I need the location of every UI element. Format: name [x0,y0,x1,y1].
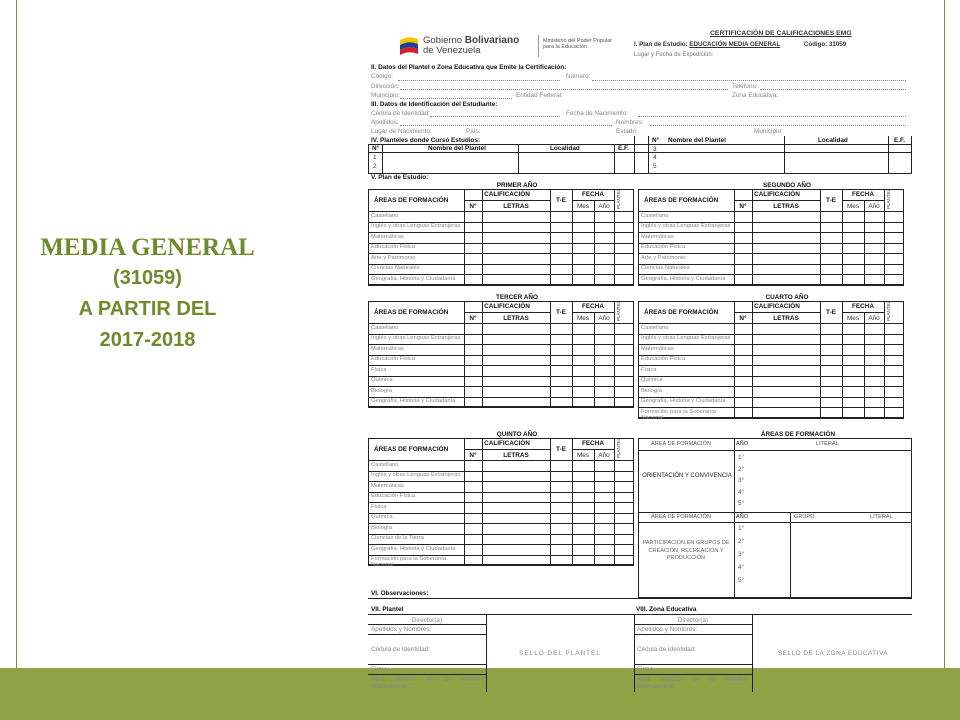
label-pais: País: [466,128,481,135]
section-vii-title: VII. Plantel [371,606,404,613]
subject-row: Química [371,377,393,383]
table-segundo-ano-title: SEGUNDO AÑO [762,182,812,189]
label-municipio: Municipio: [371,92,400,99]
seal-plantel: SELLO DEL PLANTEL [519,650,601,657]
slide-code: (31059) [113,267,182,289]
orientacion-label: ORIENTACIÓN Y CONVIVENCIA [642,473,732,479]
label-zona: Zona Educativa: [732,92,779,99]
section-ii-title: II. Datos del Plantel o Zona Educativa que Emite la Certificación: [371,64,567,71]
label-cedula: Cédula de Identidad: [371,110,430,117]
table-cuarto-ano-title: CUARTO AÑO [765,294,809,301]
seal-zona: SELLO DE LA ZONA EDUCATIVA [777,650,889,657]
logo-separator [538,35,539,57]
slide-caption [20,232,275,356]
logo-government-text: Gobierno Bolivariano de Venezuela [423,35,520,56]
subject-row: Matemáticas [641,345,674,352]
flag-icon [398,34,420,56]
subject-row: Química [641,377,663,383]
place-date-label: Lugar y Fecha de Expedición: [634,52,714,58]
subject-row: Arte y Patrimonio [641,254,686,261]
subject-row: Biología [641,387,662,394]
subject-row: Geografía, Historia y Ciudadanía [641,275,726,282]
subject-row: Formación para la Soberanía Nacional [371,556,447,568]
section-vi-title: VI. Observaciones: [371,590,429,597]
subject-row: Química [371,514,393,520]
subject-row: Matemáticas [371,482,404,489]
government-logo [398,32,618,62]
label-numero: Número: [566,73,591,80]
subject-row: Castellano [371,461,399,468]
subject-row: Matemáticas [371,233,404,240]
subject-row: Ciencias Naturales [641,265,690,271]
subject-row: Formación para la Soberanía Nacional [641,408,717,421]
participacion-label: PARTICIPACIÓN EN GRUPOS DE CREACIÓN, RECREACIÓN Y PRODUCCIÓN [642,540,730,561]
label-apellidos: Apellidos: [371,119,399,126]
section-iv-title: IV. Planteles donde Cursó Estudios: [371,137,481,144]
subject-row: Educación Física [641,356,686,362]
subject-row: Física [371,366,387,373]
table-primer-ano-title: PRIMER AÑO [496,182,538,189]
label-lugar-nacimiento: Lugar de Nacimiento: [371,128,432,135]
subject-row: Geografía, Historia y Ciudadanía [641,398,726,404]
subject-row: Educación Física [371,493,416,499]
certificate-document: Gobierno Bolivariano de Venezuela Ministerio del Poder Popular para la Educación CERTIFICACIÓN DE CALIFICACIONES EMG I. Plan de Estudio: EDUCACIÓN MEDIA GENERAL Código: 31059 Lugar y Fecha de Expedición: II. Datos del Plantel o Zona Educativa que Emite la Certificación: Código: Número: Dirección: Teléfono: Municipio: Entidad Federal: Zona Educativa: III. Datos de Identificación del Estudiante: Cédula de Identidad: Fecha de Nacimiento: Apellidos: Nombres: Lugar de Nacimiento: País: Estado: Municipio: IV. Planteles donde Cursó Estudios: N° Nombre del Plantel Localidad E.F. N° Nombre del Plantel Localidad E.F. 1 2 3 4 5 V. Plan de Estudio: PRIMER AÑO ÁREAS DE FORMACIÓN CALIFICACIÓN N° LETRAS T-E FECHA Mes Año PLANTEL Castellano Inglés y otras Lenguas Extranjeras Matemáticas Educación Física Arte y Patrimonio Ciencias Naturales Geografía, Historia y Ciudadanía SEGUNDO AÑO ÁREAS DE FORMACIÓN CALIFICACIÓN N° LETRAS T-E FECHA Mes Año PLANTEL Castellano Inglés y otras Lenguas Extranjeras Matemáticas Educación Física Arte y Patrimonio Ciencias Naturales Geografía, Historia y Ciudadanía TERCER AÑO ÁREAS DE FORMACIÓN CALIFICACIÓN N° LETRAS T-E FECHA Mes Año PLANTEL Castellano Inglés y otras Lenguas Extranjeras Matemáticas Educación Física Física Química Biología Geografía, Historia y Ciudadanía CUARTO AÑO ÁREAS DE FORMACIÓN CALIFICACIÓN N° LETRAS T-E FECHA Mes Año PLANTEL Castellano Inglés y otras Lenguas Extranjeras Matemáticas Educación Física Física Química Biología Geografía, Historia y Ciudadanía Formación para la Soberanía Nacional QUINTO AÑO ÁREAS DE FORMACIÓN CALIFICACIÓN N° LETRAS T-E FECHA Mes Año PLANTEL Castellano Inglés y otras Lenguas Extranjeras Matemáticas Educación Física Física Química Biología Ciencias de la Tierra Geografía, Historia y Ciudadanía Formación para la Soberanía Nacional ÁREAS DE FORMACIÓN ÁREA DE FORMACIÓN AÑO LITERAL ORIENTACIÓN Y CONVIVENCIA ÁREA DE FORMACIÓN AÑO GRUPO LITERAL PARTICIPACIÓN EN GRUPOS DE CREACIÓN, RECREACIÓN Y PRODUCCIÓN 1° 2° 3° 4° 5° 1° 2° 3° 4° 5° VI. Observaciones: VII. Plantel VIII. Zona Educativa Director(a) Apellidos y Nombres: Cédula de Identidad: Firma: Para efectos de su Validez Internacional: Director(a) Apellidos y Nombres: Cédula de Identidad: Firma: Para efectos de su Validez Internacional: SELLO DEL PLANTEL SELLO DE LA ZONA EDUCATIVA [368,20,912,692]
certificate-title: CERTIFICACIÓN DE CALIFICACIONES EMG [710,30,852,37]
table-quinto-ano-title: QUINTO AÑO [496,431,538,438]
subject-row: Castellano [641,324,669,331]
subject-row: Matemáticas [371,345,404,352]
subject-row: Biología [371,387,392,394]
frame-line-left [16,0,17,668]
label-fecha-nacimiento: Fecha de Nacimiento: [566,110,629,117]
subject-row: Inglés y otras Lenguas Extranjeras [641,335,731,341]
slide-title: MEDIA GENERAL [40,234,255,261]
subject-row: Geografía, Historia y Ciudadanía [371,545,456,552]
subject-row: Educación Física [371,356,416,362]
subject-row: Inglés y otras Lenguas Extranjeras [371,472,461,478]
slide-year: 2017-2018 [99,329,196,351]
subject-row: Ciencias Naturales [371,265,420,271]
subject-row: Inglés y otras Lenguas Extranjeras [641,223,731,229]
table-tercer-ano-title: TERCER AÑO [495,294,538,301]
subject-row: Biología [371,524,392,531]
subject-row: Ciencias de la Tierra [371,535,424,541]
subject-row: Matemáticas [641,233,674,240]
section-iii-title: III. Datos de Identificación del Estudiante: [371,101,498,108]
logo-ministry-text: Ministerio del Poder Popular para la Educación [543,38,613,50]
subject-row: Física [641,366,657,373]
subject-row: Castellano [371,324,399,331]
label-telefono: Teléfono: [732,83,758,90]
frame-line-right [944,0,945,668]
subject-row: Educación Física [371,244,416,250]
label-codigo: Código: [371,73,394,80]
subject-row: Educación Física [641,244,686,250]
subject-row: Inglés y otras Lenguas Extranjeras [371,335,461,341]
section-v-title: V. Plan de Estudio: [371,174,429,181]
subject-row: Inglés y otras Lenguas Extranjeras [371,223,461,229]
subject-row: Castellano [641,212,669,219]
label-direccion: Dirección: [371,83,400,90]
label-entidad: Entidad Federal: [516,92,563,99]
label-nombres: Nombres: [616,119,644,126]
subject-row: Arte y Patrimonio [371,254,416,261]
label-mun: Municipio: [754,128,783,135]
subject-row: Geografía, Historia y Ciudadanía [371,275,456,282]
label-estado: Estado: [616,128,638,135]
subject-row: Castellano [371,212,399,219]
subject-row: Geografía, Historia y Ciudadanía [371,398,456,404]
subject-row: Física [371,503,387,510]
plan-line: I. Plan de Estudio: EDUCACIÓN MEDIA GENERAL Código: 31059 [634,41,847,48]
slide-since: A PARTIR DEL [78,298,217,320]
section-viii-title: VIII. Zona Educativa [636,606,697,613]
